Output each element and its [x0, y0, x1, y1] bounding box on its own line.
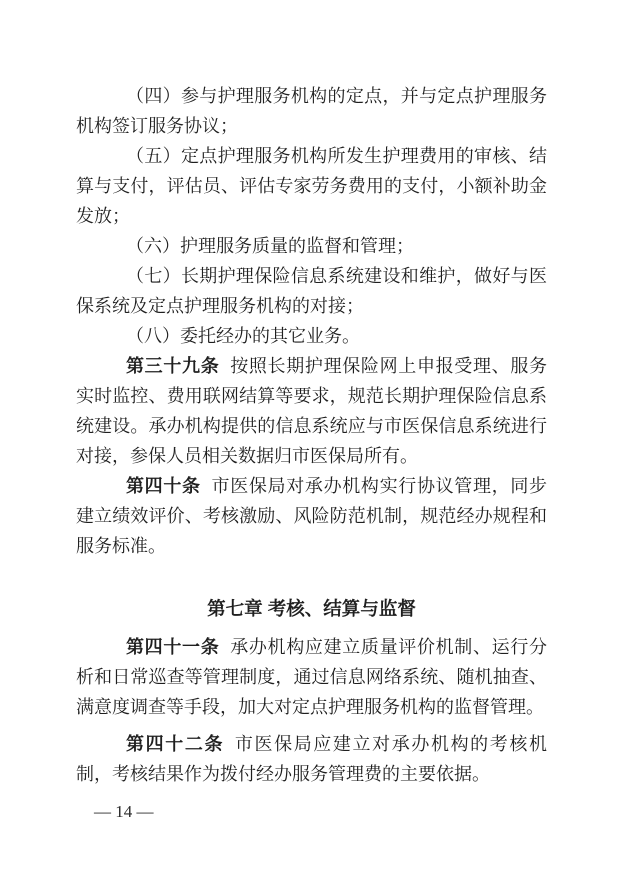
- article-number: 第四十一条: [126, 637, 220, 657]
- paragraph-article-39: [76, 351, 547, 471]
- paragraph-item-4: [76, 81, 547, 141]
- article-number: 第三十九条: [126, 356, 220, 376]
- paragraph-item-6: [76, 231, 547, 261]
- article-number: 第四十二条: [126, 734, 225, 754]
- paragraph-text: （六）护理服务质量的监督和管理；: [126, 236, 414, 256]
- paragraph-article-42: [76, 729, 547, 789]
- chapter-heading: 第七章 考核、结算与监督: [207, 598, 416, 619]
- paragraph-text: （四）参与护理服务机构的定点，并与定点护理服务机构签订服务协议；: [76, 86, 547, 136]
- paragraph-text: （八）委托经办的其它业务。: [126, 326, 360, 346]
- paragraph-article-40: [76, 471, 547, 561]
- article-number: 第四十条: [126, 476, 201, 496]
- paragraph-item-5: [76, 141, 547, 231]
- paragraph-text: 按照长期护理保险网上申报受理、服务实时监控、费用联网结算等要求，规范长期护理保险信息系统建设。承办机构提供的信息系统应与市医保信息系统进行对接，参保人员相关数据归市医保局所有。: [76, 356, 548, 466]
- paragraph-text: （七）长期护理保险信息系统建设和维护，做好与医保系统及定点护理服务机构的对接；: [76, 266, 547, 316]
- paragraph-text: 市医保局应建立对承办机构的考核机制，考核结果作为拨付经办服务管理费的主要依据。: [76, 734, 548, 784]
- paragraph-text: 市医保局对承办机构实行协议管理，同步建立绩效评价、考核激励、风险防范机制，规范经办规程和服务标准。: [76, 476, 548, 556]
- document-body: [76, 81, 547, 789]
- paragraph-item-7: [76, 261, 547, 321]
- paragraph-item-8: [76, 321, 547, 351]
- page-number: — 14 —: [94, 802, 154, 821]
- paragraph-text: 承办机构应建立质量评价机制、运行分析和日常巡查等管理制度，通过信息网络系统、随机抽查、满意度调查等手段，加大对定点护理服务机构的监督管理。: [76, 637, 548, 717]
- paragraph-article-41: [76, 632, 547, 722]
- paragraph-text: （五）定点护理服务机构所发生护理费用的审核、结算与支付，评估员、评估专家劳务费用的支付，小额补助金发放；: [76, 146, 547, 226]
